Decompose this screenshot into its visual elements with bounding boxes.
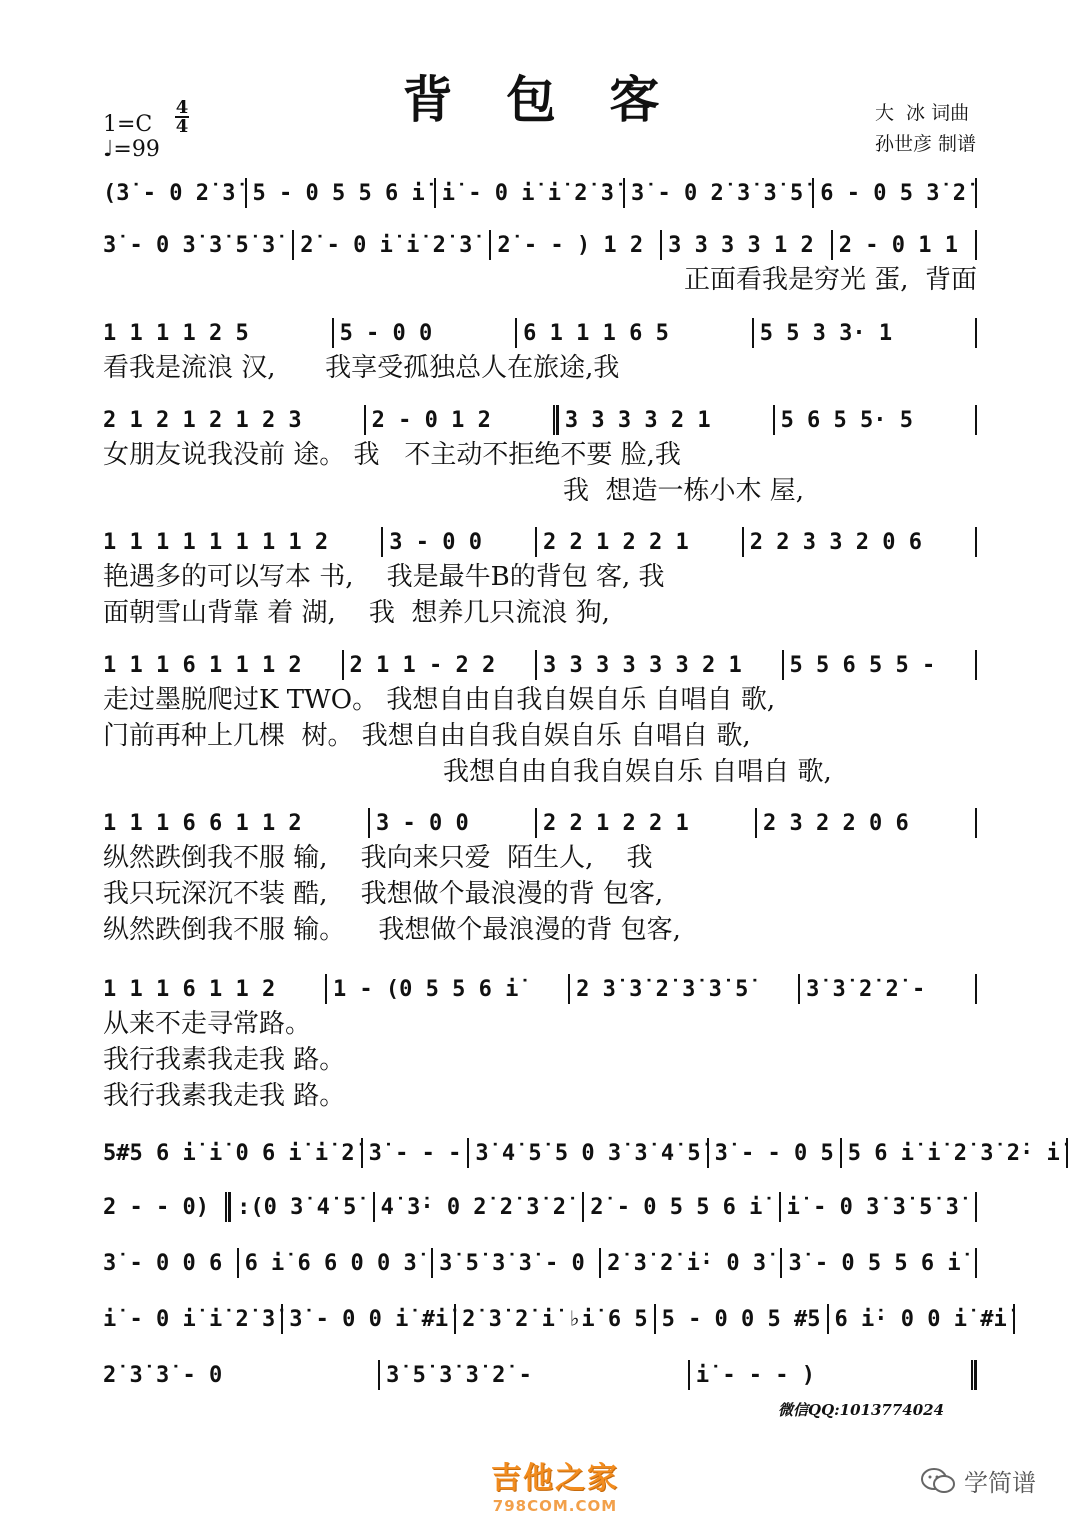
measure: 3̇ - 0 2̇ 3̇ 3̇ 5̇ — [631, 180, 804, 206]
measure: 2̇ 3̇ 3̇ - 0 — [103, 1362, 223, 1388]
credits — [875, 98, 976, 160]
notation-row — [103, 1246, 977, 1280]
measure: 3̇ 4̇ 5̇ 5 0 3̇ 3̇ 4̇ 5̇ — [475, 1140, 701, 1166]
measure: :(0 3̇ 4̇ 5̇ — [237, 1194, 357, 1220]
measure: 3̇ - 0 0 6 — [103, 1250, 223, 1276]
lyric-line: 女朋友说我没前 途。 我 不主动不拒绝不要 脸,我 — [103, 440, 681, 470]
brand-name: 吉他之家 — [491, 1461, 619, 1496]
measure: 2 2 3 3 2 0 6 — [749, 529, 922, 555]
barline — [1013, 1304, 1015, 1334]
measure: 1 1 1 6 1 1 1 2 — [103, 652, 302, 678]
measure: 6 i̇ 6 6 0 0 3̇ — [244, 1250, 417, 1276]
notation-row — [103, 1190, 977, 1224]
barline — [975, 527, 977, 557]
notation-row — [103, 1302, 1007, 1336]
lyricist-composer: 大 冰 词曲 — [874, 102, 970, 124]
measure: 1 1 1 6 1 1 2 — [103, 976, 276, 1002]
lyric-line: 正面看我是穷光 蛋, 背面 — [683, 265, 977, 295]
measure: 2 - - 0) — [103, 1194, 209, 1220]
system-1 — [103, 176, 977, 210]
notation-row — [103, 525, 977, 559]
notation-row — [103, 228, 977, 262]
measure: 3̇ - - 0 5 — [714, 1140, 834, 1166]
measure: 6 i̇· 0 0 i̇ #i̇ — [834, 1306, 1007, 1332]
contact-info: 微信QQ:1013774024 — [778, 1401, 945, 1419]
notation-row — [103, 403, 977, 437]
measure: 3 - 0 0 — [389, 529, 482, 555]
lyric-line: 面朝雪山背靠 着 湖, 我 想养几只流浪 狗, — [103, 598, 610, 628]
measure: 5 6 i̇ i̇ 2̇ 3̇ 2̇· i̇ — [847, 1140, 1060, 1166]
measure: 4̇ 3̇· 0 2̇ 2̇ 3̇ 2̇ — [380, 1194, 567, 1220]
measure: 1 - (0 5 5 6 i̇ — [332, 976, 519, 1002]
lyric-line: 纵然跌倒我不服 输, 我向来只爱 陌生人, 我 — [103, 843, 653, 873]
measure: 5 5 3 3· 1 — [759, 320, 893, 346]
barline — [975, 650, 977, 680]
lyric-line: 艳遇多的可以写本 书, 我是最牛B的背包 客, 我 — [103, 562, 665, 592]
measure: i̇ - - - ) — [695, 1362, 816, 1388]
system-13 — [103, 1358, 977, 1392]
measure: 1 1 1 1 1 1 1 1 2 — [103, 529, 329, 555]
measure: 2̇ 3̇ 2̇ i̇ ♭i̇ 6 5 — [462, 1306, 648, 1332]
measure: i̇ - 0 3̇ 3̇ 5̇ 3̇ — [786, 1194, 959, 1220]
measure: 1 1 1 6 6 1 1 2 — [103, 810, 302, 836]
lyric-line: 从来不走寻常路。 — [103, 1009, 312, 1039]
notation-row — [103, 972, 977, 1006]
notation-row — [103, 806, 977, 840]
measure: 2̇ - 0 i̇ i̇ 2̇ 3̇ — [300, 232, 473, 258]
measure: 2 3̇ 3̇ 2̇ 3̇ 3̇ 5̇ — [576, 976, 749, 1002]
time-sig-top: 4 — [175, 97, 189, 118]
tempo-label: =99 — [113, 137, 160, 162]
measure: 5#5 6 i̇ i̇ 0 6 i̇ i̇ 2̇ — [103, 1140, 355, 1166]
measure: 3 3 3 3 3 3 2 1 — [543, 652, 742, 678]
lyric-line: 我想自由自我自娱自乐 自唱自 歌, — [443, 757, 832, 787]
measure: 2 3 2 2 0 6 — [763, 810, 909, 836]
system-9 — [103, 1136, 1060, 1170]
measure: 2̇ - - ) 1 2 — [497, 232, 644, 258]
measure: 3 3 3 3 2 1 — [564, 407, 711, 433]
measure: 1 1 1 1 2 5 — [103, 320, 249, 346]
final-barline — [971, 1360, 977, 1390]
measure: 2 1 2 1 2 1 2 3 — [103, 407, 302, 433]
notation-row — [103, 648, 977, 682]
lyric-line: 我只玩深沉不装 酷, 我想做个最浪漫的背 包客, — [103, 879, 664, 909]
brand-url: 798COM.COM — [492, 1497, 618, 1515]
measure: 6 - 0 5 3̇ 2̇ — [820, 180, 966, 206]
system-8 — [103, 972, 977, 1114]
measure: 3̇ 5̇ 3̇ 3̇ 2̇ - — [386, 1362, 532, 1388]
barline — [975, 178, 977, 208]
measure: 3̇ - 0 3̇ 3̇ 5̇ 3̇ — [103, 232, 276, 258]
notation-row — [103, 316, 977, 350]
measure: i̇ - 0 i̇ i̇ 2̇ 3̇ — [441, 180, 614, 206]
measure: 2̇ - 0 5 5 6 i̇ — [590, 1194, 763, 1220]
measure: 5 - 0 0 — [339, 320, 433, 346]
lyric-line: 纵然跌倒我不服 输。 我想做个最浪漫的背 包客, — [103, 915, 681, 945]
system-3 — [103, 316, 977, 386]
measure: 5 - 0 5 5 6 i̇ — [252, 180, 425, 206]
song-title: 背 包 客 — [402, 70, 678, 129]
measure: 5 - 0 0 5 #5 — [661, 1306, 821, 1332]
barline — [975, 318, 977, 348]
measure: 5 6 5 5· 5 — [780, 407, 914, 433]
measure: 5 5 6 5 5 - — [789, 652, 936, 678]
measure: 2̇ 3̇ 2̇ i̇· 0 3̇ — [607, 1250, 767, 1276]
measure: i̇ - 0 i̇ i̇ 2̇ 3̇ — [103, 1306, 276, 1332]
system-7 — [103, 806, 977, 948]
lyric-line: 我行我素我走我 路。 — [103, 1081, 346, 1111]
measure: 2 2 1 2 2 1 — [543, 810, 689, 836]
measure: 2 - 0 1 1 — [838, 232, 958, 258]
measure: 3̇ 5̇ 3̇ 3̇ - 0 — [439, 1250, 585, 1276]
time-signature — [175, 99, 189, 135]
lyric-line: 门前再种上几棵 树。 我想自由自我自娱自乐 自唱自 歌, — [103, 721, 751, 751]
measure: 3 3 3 3 1 2 — [668, 232, 814, 258]
wechat-icon — [920, 1467, 956, 1495]
wechat-watermark — [920, 1463, 1036, 1498]
barline — [975, 974, 977, 1004]
measure: 2 1 1 - 2 2 — [349, 652, 496, 678]
lyric-line: 看我是流浪 汉, 我享受孤独总人在旅途,我 — [103, 353, 620, 383]
measure: 3̇ - 0 0 i̇ #i̇ — [289, 1306, 449, 1332]
wechat-account-name: 学简谱 — [964, 1469, 1036, 1497]
brand-logo[interactable] — [455, 1453, 655, 1515]
system-11 — [103, 1246, 977, 1280]
system-10 — [103, 1190, 977, 1224]
measure: 3̇ - - - — [368, 1140, 462, 1166]
measure: 6 1 1 1 6 5 — [523, 320, 669, 346]
system-5 — [103, 525, 977, 631]
key-signature — [103, 112, 160, 162]
transcriber: 孙世彦 制谱 — [874, 133, 976, 155]
barline — [975, 1192, 977, 1222]
measure: 3 - 0 0 — [375, 810, 469, 836]
lyric-line: 我 想造一栋小木 屋, — [563, 476, 805, 506]
system-2 — [103, 228, 977, 298]
measure: 3̇ - 0 5 5 6 i̇ — [788, 1250, 961, 1276]
measure: (3̇ - 0 2̇ 3̇ — [103, 180, 236, 206]
measure: 2 2 1 2 2 1 — [543, 529, 689, 555]
notation-row — [103, 1136, 1060, 1170]
key-label: 1=C — [103, 112, 153, 137]
notation-row — [103, 176, 977, 210]
quarter-note-icon: ♩ — [103, 137, 114, 162]
system-4 — [103, 403, 977, 509]
lyric-line: 我行我素我走我 路。 — [103, 1045, 346, 1075]
barline — [975, 405, 977, 435]
measure: 3̇ 3̇ 2̇ 2̇ - — [806, 976, 926, 1002]
measure: 2 - 0 1 2 — [371, 407, 491, 433]
barline — [1066, 1138, 1068, 1168]
time-sig-bottom: 4 — [175, 116, 189, 137]
barline — [975, 808, 977, 838]
lyric-line: 走过墨脱爬过K TWO。 我想自由自我自娱自乐 自唱自 歌, — [103, 685, 776, 715]
barline — [975, 1248, 977, 1278]
notation-row — [103, 1358, 977, 1392]
barline — [975, 230, 977, 260]
system-12 — [103, 1302, 1007, 1336]
system-6 — [103, 648, 977, 790]
